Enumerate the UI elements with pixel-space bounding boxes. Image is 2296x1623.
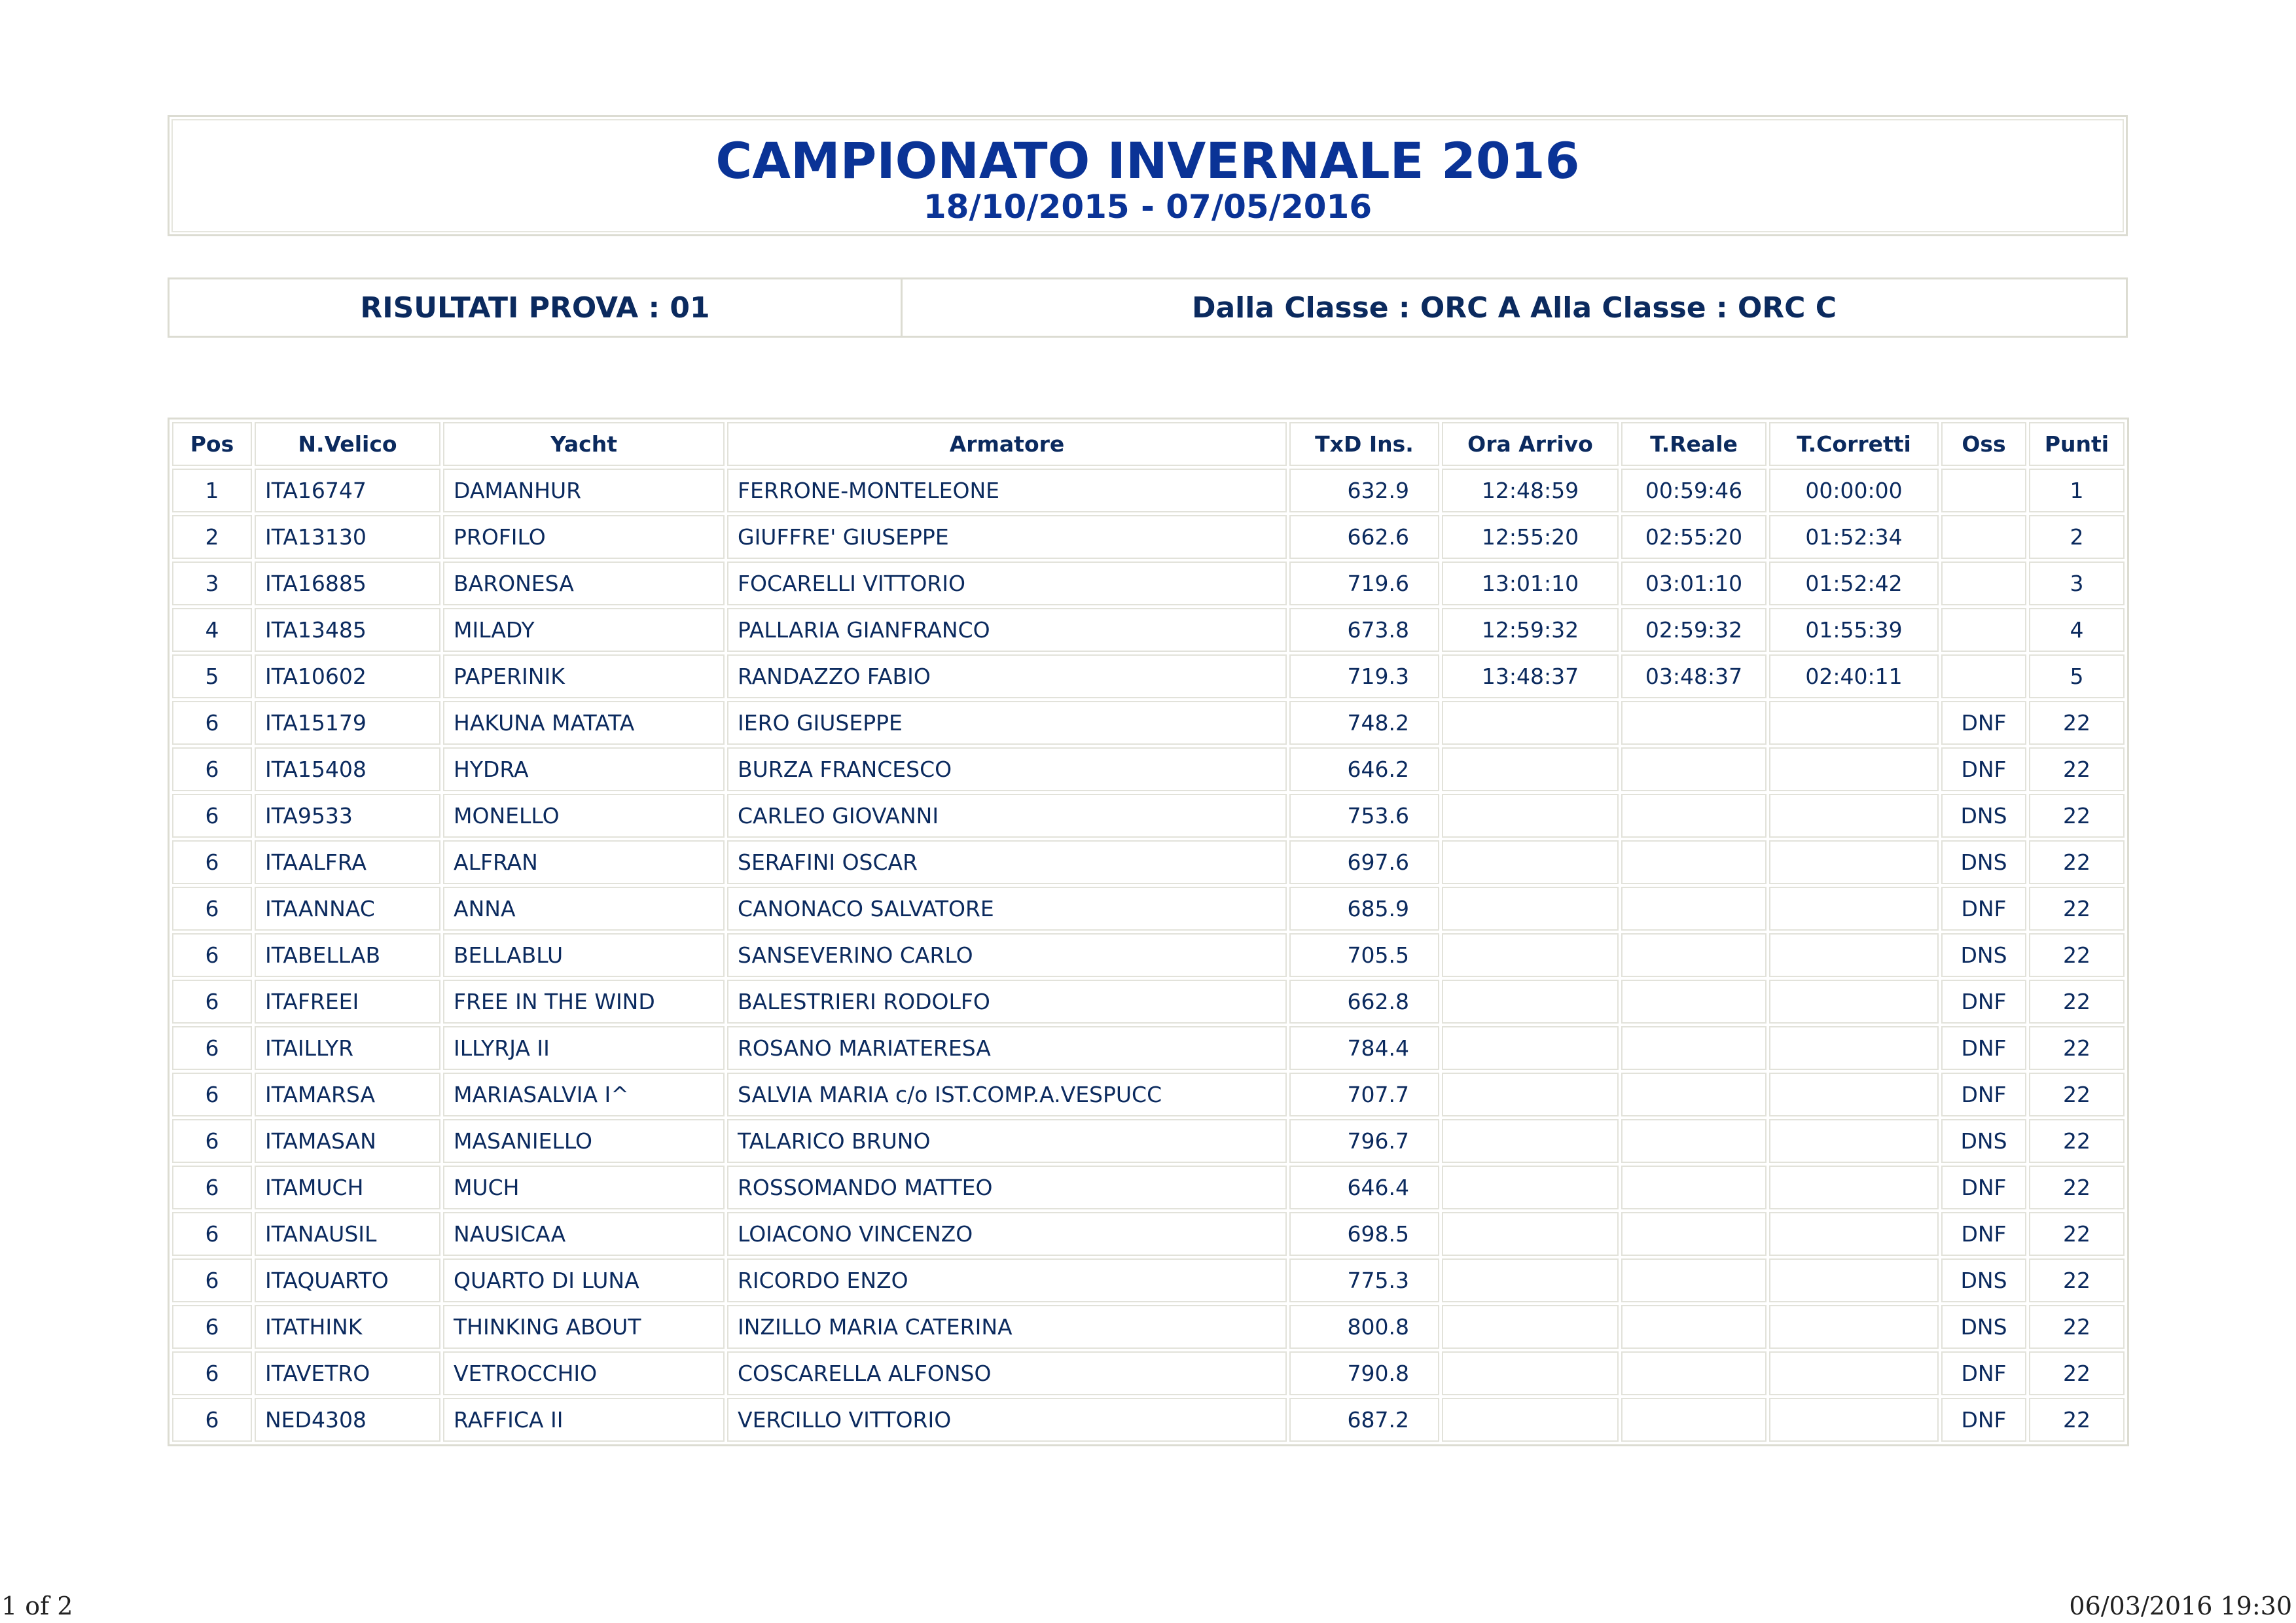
table-row — [172, 515, 2125, 559]
cell-sail-number: NED4308 — [255, 1398, 440, 1442]
cell-notes — [1941, 469, 2026, 512]
report-header — [168, 115, 2128, 236]
cell-txd: 707.7 — [1289, 1073, 1439, 1116]
cell-txd: 705.5 — [1289, 933, 1439, 977]
cell-sail-number: ITAFREEI — [255, 980, 440, 1024]
cell-arrival-time — [1442, 794, 1619, 838]
cell-sail-number: ITA15408 — [255, 747, 440, 791]
table-row — [172, 1305, 2125, 1349]
cell-yacht: PROFILO — [443, 515, 725, 559]
cell-points: 22 — [2029, 1305, 2125, 1349]
cell-notes: DNF — [1941, 980, 2026, 1024]
cell-sail-number: ITA13485 — [255, 608, 440, 652]
cell-owner: SANSEVERINO CARLO — [727, 933, 1287, 977]
cell-yacht: QUARTO DI LUNA — [443, 1258, 725, 1302]
column-header-pos: Pos — [172, 422, 252, 466]
cell-sail-number: ITABELLAB — [255, 933, 440, 977]
cell-arrival-time — [1442, 1026, 1619, 1070]
cell-corrected-time: 01:52:42 — [1769, 562, 1939, 605]
cell-pos: 6 — [172, 887, 252, 931]
table-row — [172, 562, 2125, 605]
cell-points: 1 — [2029, 469, 2125, 512]
cell-txd: 646.2 — [1289, 747, 1439, 791]
cell-txd: 800.8 — [1289, 1305, 1439, 1349]
cell-yacht: MASANIELLO — [443, 1119, 725, 1163]
cell-real-time: 00:59:46 — [1621, 469, 1767, 512]
cell-notes: DNF — [1941, 1026, 2026, 1070]
cell-yacht: THINKING ABOUT — [443, 1305, 725, 1349]
cell-corrected-time — [1769, 1258, 1939, 1302]
cell-points: 22 — [2029, 1119, 2125, 1163]
cell-corrected-time — [1769, 1026, 1939, 1070]
cell-real-time — [1621, 1351, 1767, 1395]
cell-points: 22 — [2029, 887, 2125, 931]
column-header-arrival-time: Ora Arrivo — [1442, 422, 1619, 466]
cell-points: 22 — [2029, 1073, 2125, 1116]
cell-real-time — [1621, 794, 1767, 838]
cell-arrival-time: 12:48:59 — [1442, 469, 1619, 512]
cell-corrected-time — [1769, 1073, 1939, 1116]
cell-owner: VERCILLO VITTORIO — [727, 1398, 1287, 1442]
cell-txd: 662.6 — [1289, 515, 1439, 559]
cell-pos: 6 — [172, 701, 252, 745]
cell-notes: DNF — [1941, 1351, 2026, 1395]
results-body — [172, 469, 2125, 1442]
cell-corrected-time — [1769, 933, 1939, 977]
cell-txd: 673.8 — [1289, 608, 1439, 652]
date-range: 18/10/2015 - 07/05/2016 — [923, 188, 1372, 226]
cell-sail-number: ITA10602 — [255, 654, 440, 698]
cell-notes: DNS — [1941, 794, 2026, 838]
cell-notes: DNF — [1941, 887, 2026, 931]
class-range-label: Dalla Classe : ORC A Alla Classe : ORC C — [1191, 291, 1837, 325]
cell-yacht: HYDRA — [443, 747, 725, 791]
cell-real-time — [1621, 1305, 1767, 1349]
table-row — [172, 794, 2125, 838]
cell-txd: 775.3 — [1289, 1258, 1439, 1302]
cell-pos: 2 — [172, 515, 252, 559]
cell-arrival-time: 13:01:10 — [1442, 562, 1619, 605]
cell-notes: DNS — [1941, 840, 2026, 884]
cell-points: 5 — [2029, 654, 2125, 698]
cell-real-time: 02:59:32 — [1621, 608, 1767, 652]
table-row — [172, 1212, 2125, 1256]
page-title: CAMPIONATO INVERNALE 2016 — [715, 132, 1580, 190]
cell-owner: SERAFINI OSCAR — [727, 840, 1287, 884]
cell-points: 22 — [2029, 794, 2125, 838]
cell-points: 22 — [2029, 1258, 2125, 1302]
cell-notes — [1941, 654, 2026, 698]
cell-arrival-time: 13:48:37 — [1442, 654, 1619, 698]
cell-yacht: MUCH — [443, 1166, 725, 1209]
table-row — [172, 747, 2125, 791]
cell-points: 22 — [2029, 1212, 2125, 1256]
cell-owner: INZILLO MARIA CATERINA — [727, 1305, 1287, 1349]
cell-txd: 719.3 — [1289, 654, 1439, 698]
cell-txd: 748.2 — [1289, 701, 1439, 745]
cell-pos: 6 — [172, 1351, 252, 1395]
cell-real-time — [1621, 1258, 1767, 1302]
cell-real-time — [1621, 1119, 1767, 1163]
cell-real-time: 03:48:37 — [1621, 654, 1767, 698]
cell-sail-number: ITA16747 — [255, 469, 440, 512]
table-row — [172, 469, 2125, 512]
cell-notes: DNF — [1941, 1073, 2026, 1116]
cell-points: 22 — [2029, 1398, 2125, 1442]
results-table — [168, 418, 2129, 1446]
cell-real-time — [1621, 1166, 1767, 1209]
cell-yacht: NAUSICAA — [443, 1212, 725, 1256]
cell-pos: 3 — [172, 562, 252, 605]
cell-owner: SALVIA MARIA c/o IST.COMP.A.VESPUCC — [727, 1073, 1287, 1116]
cell-notes — [1941, 562, 2026, 605]
cell-yacht: FREE IN THE WIND — [443, 980, 725, 1024]
cell-pos: 5 — [172, 654, 252, 698]
cell-points: 22 — [2029, 1166, 2125, 1209]
cell-txd: 784.4 — [1289, 1026, 1439, 1070]
cell-real-time — [1621, 840, 1767, 884]
cell-txd: 697.6 — [1289, 840, 1439, 884]
cell-pos: 6 — [172, 1119, 252, 1163]
cell-pos: 6 — [172, 794, 252, 838]
cell-owner: ROSANO MARIATERESA — [727, 1026, 1287, 1070]
cell-corrected-time — [1769, 1212, 1939, 1256]
table-row — [172, 1073, 2125, 1116]
cell-sail-number: ITA15179 — [255, 701, 440, 745]
cell-corrected-time — [1769, 1119, 1939, 1163]
cell-yacht: MARIASALVIA I^ — [443, 1073, 725, 1116]
cell-points: 22 — [2029, 747, 2125, 791]
cell-real-time — [1621, 1212, 1767, 1256]
cell-points: 22 — [2029, 1351, 2125, 1395]
cell-arrival-time — [1442, 1212, 1619, 1256]
table-row — [172, 701, 2125, 745]
cell-yacht: ALFRAN — [443, 840, 725, 884]
cell-notes — [1941, 608, 2026, 652]
cell-corrected-time — [1769, 1166, 1939, 1209]
cell-pos: 6 — [172, 1305, 252, 1349]
cell-sail-number: ITAMARSA — [255, 1073, 440, 1116]
cell-corrected-time: 01:55:39 — [1769, 608, 1939, 652]
cell-txd: 790.8 — [1289, 1351, 1439, 1395]
cell-arrival-time — [1442, 933, 1619, 977]
cell-notes: DNF — [1941, 1212, 2026, 1256]
cell-pos: 6 — [172, 747, 252, 791]
cell-points: 2 — [2029, 515, 2125, 559]
cell-corrected-time: 00:00:00 — [1769, 469, 1939, 512]
cell-owner: CARLEO GIOVANNI — [727, 794, 1287, 838]
column-header-yacht: Yacht — [443, 422, 725, 466]
cell-corrected-time — [1769, 1351, 1939, 1395]
cell-txd: 719.6 — [1289, 562, 1439, 605]
table-row — [172, 608, 2125, 652]
cell-corrected-time — [1769, 840, 1939, 884]
cell-sail-number: ITA9533 — [255, 794, 440, 838]
column-header-points: Punti — [2029, 422, 2125, 466]
cell-pos: 6 — [172, 1026, 252, 1070]
cell-arrival-time — [1442, 1073, 1619, 1116]
cell-yacht: BELLABLU — [443, 933, 725, 977]
cell-sail-number: ITAILLYR — [255, 1026, 440, 1070]
cell-yacht: RAFFICA II — [443, 1398, 725, 1442]
cell-pos: 4 — [172, 608, 252, 652]
cell-owner: GIUFFRE' GIUSEPPE — [727, 515, 1287, 559]
cell-corrected-time — [1769, 1398, 1939, 1442]
cell-real-time — [1621, 887, 1767, 931]
cell-txd: 646.4 — [1289, 1166, 1439, 1209]
cell-sail-number: ITATHINK — [255, 1305, 440, 1349]
cell-real-time — [1621, 701, 1767, 745]
cell-txd: 753.6 — [1289, 794, 1439, 838]
cell-yacht: DAMANHUR — [443, 469, 725, 512]
table-row — [172, 1398, 2125, 1442]
cell-arrival-time: 12:55:20 — [1442, 515, 1619, 559]
cell-real-time — [1621, 933, 1767, 977]
cell-sail-number: ITA13130 — [255, 515, 440, 559]
cell-arrival-time — [1442, 1351, 1619, 1395]
cell-owner: RANDAZZO FABIO — [727, 654, 1287, 698]
cell-pos: 6 — [172, 933, 252, 977]
race-label: RISULTATI PROVA : 01 — [170, 279, 903, 336]
table-header-row — [172, 422, 2125, 466]
cell-corrected-time — [1769, 980, 1939, 1024]
column-header-sail-number: N.Velico — [255, 422, 440, 466]
cell-owner: FERRONE-MONTELEONE — [727, 469, 1287, 512]
cell-sail-number: ITAMUCH — [255, 1166, 440, 1209]
page-number: 1 of 2 — [1, 1592, 73, 1620]
cell-notes: DNS — [1941, 933, 2026, 977]
cell-owner: FOCARELLI VITTORIO — [727, 562, 1287, 605]
cell-arrival-time — [1442, 1119, 1619, 1163]
cell-txd: 698.5 — [1289, 1212, 1439, 1256]
cell-pos: 1 — [172, 469, 252, 512]
table-row — [172, 840, 2125, 884]
cell-txd: 662.8 — [1289, 980, 1439, 1024]
cell-owner: BURZA FRANCESCO — [727, 747, 1287, 791]
cell-corrected-time — [1769, 747, 1939, 791]
cell-corrected-time — [1769, 701, 1939, 745]
cell-arrival-time — [1442, 887, 1619, 931]
cell-owner: IERO GIUSEPPE — [727, 701, 1287, 745]
cell-corrected-time: 02:40:11 — [1769, 654, 1939, 698]
cell-owner: COSCARELLA ALFONSO — [727, 1351, 1287, 1395]
column-header-txd: TxD Ins. — [1289, 422, 1439, 466]
cell-points: 3 — [2029, 562, 2125, 605]
cell-owner: RICORDO ENZO — [727, 1258, 1287, 1302]
cell-arrival-time — [1442, 1305, 1619, 1349]
cell-points: 22 — [2029, 840, 2125, 884]
column-header-owner: Armatore — [727, 422, 1287, 466]
cell-owner: TALARICO BRUNO — [727, 1119, 1287, 1163]
cell-corrected-time — [1769, 1305, 1939, 1349]
cell-txd: 685.9 — [1289, 887, 1439, 931]
cell-notes — [1941, 515, 2026, 559]
table-row — [172, 1119, 2125, 1163]
cell-sail-number: ITAANNAC — [255, 887, 440, 931]
cell-arrival-time — [1442, 840, 1619, 884]
cell-points: 22 — [2029, 980, 2125, 1024]
cell-yacht: ILLYRJA II — [443, 1026, 725, 1070]
cell-pos: 6 — [172, 980, 252, 1024]
cell-yacht: MILADY — [443, 608, 725, 652]
cell-arrival-time — [1442, 980, 1619, 1024]
cell-txd: 632.9 — [1289, 469, 1439, 512]
cell-real-time — [1621, 1026, 1767, 1070]
cell-notes: DNF — [1941, 1166, 2026, 1209]
cell-notes: DNF — [1941, 747, 2026, 791]
cell-real-time: 02:55:20 — [1621, 515, 1767, 559]
cell-sail-number: ITAQUARTO — [255, 1258, 440, 1302]
cell-corrected-time — [1769, 794, 1939, 838]
table-row — [172, 1166, 2125, 1209]
cell-notes: DNS — [1941, 1258, 2026, 1302]
cell-arrival-time — [1442, 1398, 1619, 1442]
cell-real-time — [1621, 980, 1767, 1024]
print-timestamp: 06/03/2016 19:30 — [2069, 1592, 2292, 1620]
table-row — [172, 1258, 2125, 1302]
cell-arrival-time — [1442, 747, 1619, 791]
table-row — [172, 933, 2125, 977]
column-header-notes: Oss — [1941, 422, 2026, 466]
cell-points: 4 — [2029, 608, 2125, 652]
cell-notes: DNF — [1941, 701, 2026, 745]
cell-sail-number: ITA16885 — [255, 562, 440, 605]
cell-txd: 796.7 — [1289, 1119, 1439, 1163]
table-row — [172, 654, 2125, 698]
cell-arrival-time — [1442, 701, 1619, 745]
cell-real-time — [1621, 747, 1767, 791]
cell-pos: 6 — [172, 1258, 252, 1302]
cell-pos: 6 — [172, 1398, 252, 1442]
cell-pos: 6 — [172, 1212, 252, 1256]
cell-sail-number: ITAMASAN — [255, 1119, 440, 1163]
cell-corrected-time — [1769, 887, 1939, 931]
cell-yacht: HAKUNA MATATA — [443, 701, 725, 745]
cell-arrival-time — [1442, 1258, 1619, 1302]
cell-sail-number: ITAALFRA — [255, 840, 440, 884]
cell-real-time — [1621, 1073, 1767, 1116]
cell-arrival-time — [1442, 1166, 1619, 1209]
cell-owner: PALLARIA GIANFRANCO — [727, 608, 1287, 652]
cell-sail-number: ITANAUSIL — [255, 1212, 440, 1256]
cell-owner: LOIACONO VINCENZO — [727, 1212, 1287, 1256]
race-info-bar — [168, 277, 2128, 338]
cell-yacht: ANNA — [443, 887, 725, 931]
cell-owner: BALESTRIERI RODOLFO — [727, 980, 1287, 1024]
cell-notes: DNF — [1941, 1398, 2026, 1442]
cell-corrected-time: 01:52:34 — [1769, 515, 1939, 559]
cell-real-time — [1621, 1398, 1767, 1442]
cell-yacht: VETROCCHIO — [443, 1351, 725, 1395]
cell-pos: 6 — [172, 1073, 252, 1116]
cell-notes: DNS — [1941, 1119, 2026, 1163]
cell-points: 22 — [2029, 1026, 2125, 1070]
cell-notes: DNS — [1941, 1305, 2026, 1349]
cell-yacht: BARONESA — [443, 562, 725, 605]
column-header-corrected-time: T.Corretti — [1769, 422, 1939, 466]
table-row — [172, 887, 2125, 931]
column-header-real-time: T.Reale — [1621, 422, 1767, 466]
cell-real-time: 03:01:10 — [1621, 562, 1767, 605]
cell-sail-number: ITAVETRO — [255, 1351, 440, 1395]
cell-yacht: MONELLO — [443, 794, 725, 838]
cell-points: 22 — [2029, 701, 2125, 745]
table-row — [172, 1351, 2125, 1395]
cell-yacht: PAPERINIK — [443, 654, 725, 698]
cell-pos: 6 — [172, 840, 252, 884]
cell-owner: CANONACO SALVATORE — [727, 887, 1287, 931]
cell-txd: 687.2 — [1289, 1398, 1439, 1442]
cell-pos: 6 — [172, 1166, 252, 1209]
cell-arrival-time: 12:59:32 — [1442, 608, 1619, 652]
cell-owner: ROSSOMANDO MATTEO — [727, 1166, 1287, 1209]
cell-points: 22 — [2029, 933, 2125, 977]
table-row — [172, 980, 2125, 1024]
table-row — [172, 1026, 2125, 1070]
